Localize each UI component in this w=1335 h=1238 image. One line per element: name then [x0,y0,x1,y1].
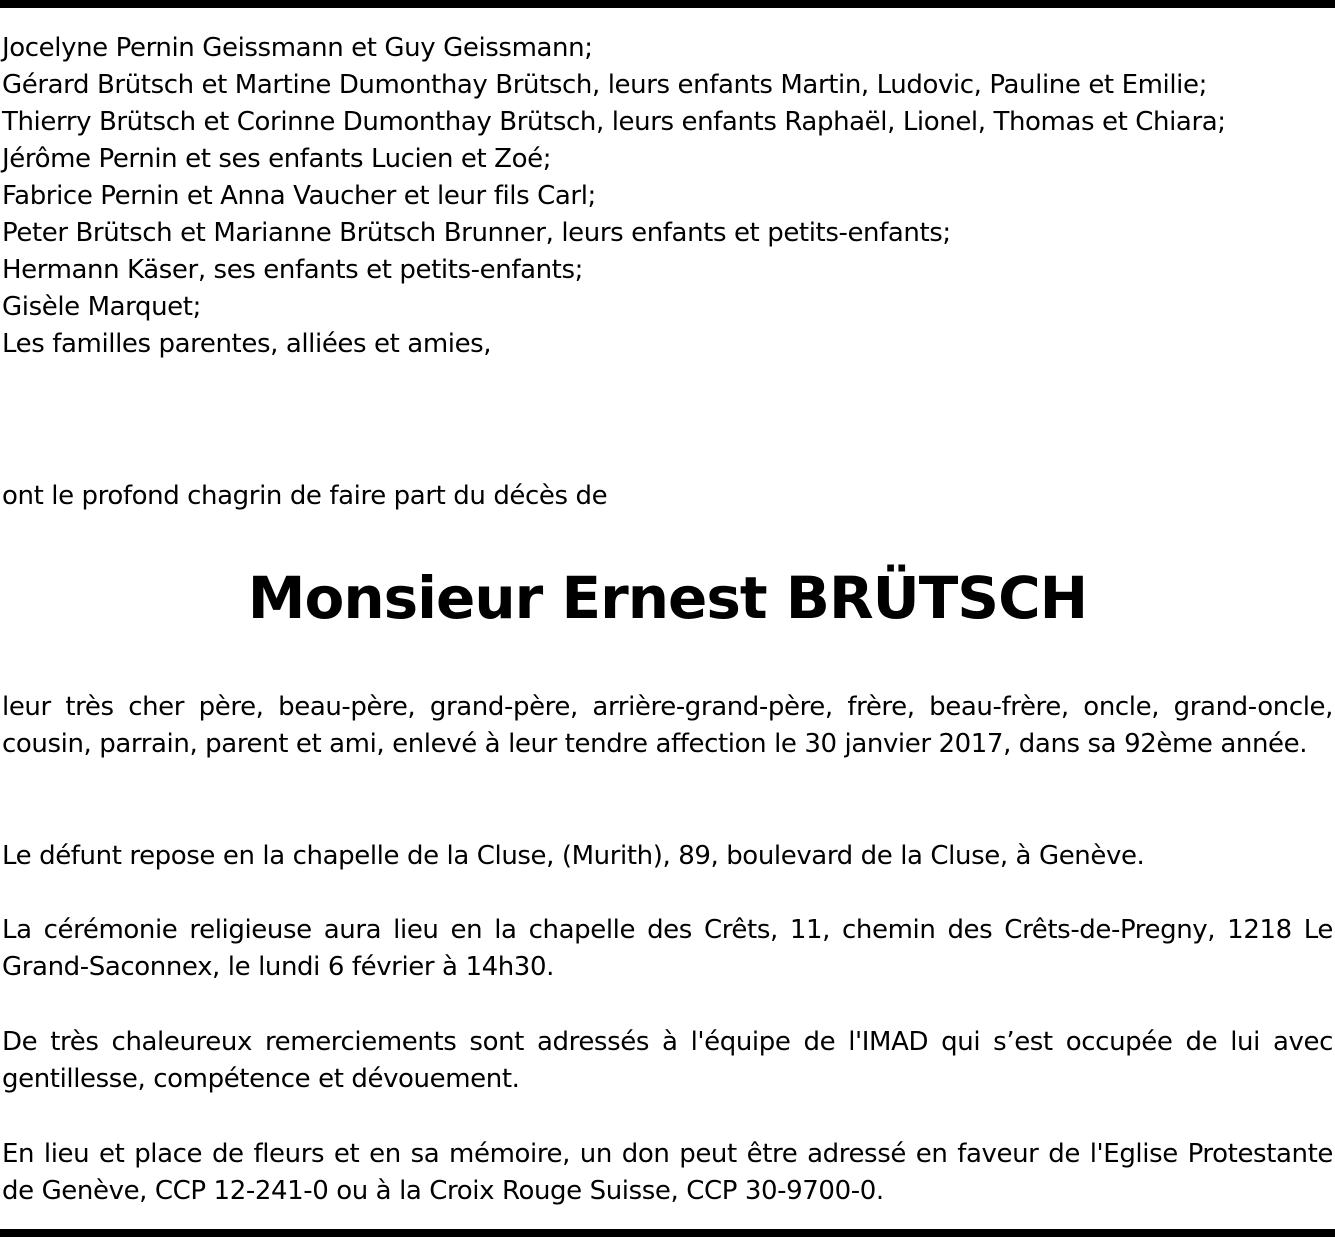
ceremony-paragraph: La cérémonie religieuse aura lieu en la chapelle des Crêts, 11, chemin des Crêts-de-Pregny, 1218 Le Grand-Saconnex, le lundi 6 février à 14h30. [2,915,1333,982]
mourner-line: Les familles parentes, alliées et amies, [2,329,492,359]
thanks-paragraph: De très chaleureux remerciements sont adressés à l'équipe de l'IMAD qui s’est occupée de lui avec gentillesse, compétence et dévouement. [2,1027,1333,1094]
mourner-line: Gisèle Marquet; [2,292,201,322]
mourner-line: Fabrice Pernin et Anna Vaucher et leur fils Carl; [2,181,596,211]
mourner-line: Peter Brütsch et Marianne Brütsch Brunner, leurs enfants et petits-enfants; [2,218,951,248]
donation-paragraph: En lieu et place de fleurs et en sa mémoire, un don peut être adressé en faveur de l'Eglise Protestante de Genève, CCP 12-241-0 ou à la Croix Rouge Suisse, CCP 30-9700-0. [2,1139,1333,1206]
announcement-intro: ont le profond chagrin de faire part du décès de [2,481,608,511]
mourners-list [2,30,1332,363]
relation-paragraph: leur très cher père, beau-père, grand-père, arrière-grand-père, frère, beau-frère, oncle, grand-oncle, cousin, parrain, parent et ami, enlevé à leur tendre affection le 30 janvier 2017, dans sa 92ème année. [2,692,1333,759]
bottom-border-rule [0,1229,1335,1237]
mourner-line: Jocelyne Pernin Geissmann et Guy Geissmann; [2,33,593,63]
mourner-line: Jérôme Pernin et ses enfants Lucien et Zoé; [2,144,552,174]
mourner-line: Thierry Brütsch et Corinne Dumonthay Brütsch, leurs enfants Raphaël, Lionel, Thomas et Chiara; [2,107,1226,137]
mourner-line: Hermann Käser, ses enfants et petits-enfants; [2,255,583,285]
mourner-line: Gérard Brütsch et Martine Dumonthay Brütsch, leurs enfants Martin, Ludovic, Pauline et Emilie; [2,70,1207,100]
repose-paragraph: Le défunt repose en la chapelle de la Cluse, (Murith), 89, boulevard de la Cluse, à Genève. [2,841,1145,871]
top-border-rule [0,0,1335,8]
deceased-name: Monsieur Ernest BRÜTSCH [247,564,1088,632]
